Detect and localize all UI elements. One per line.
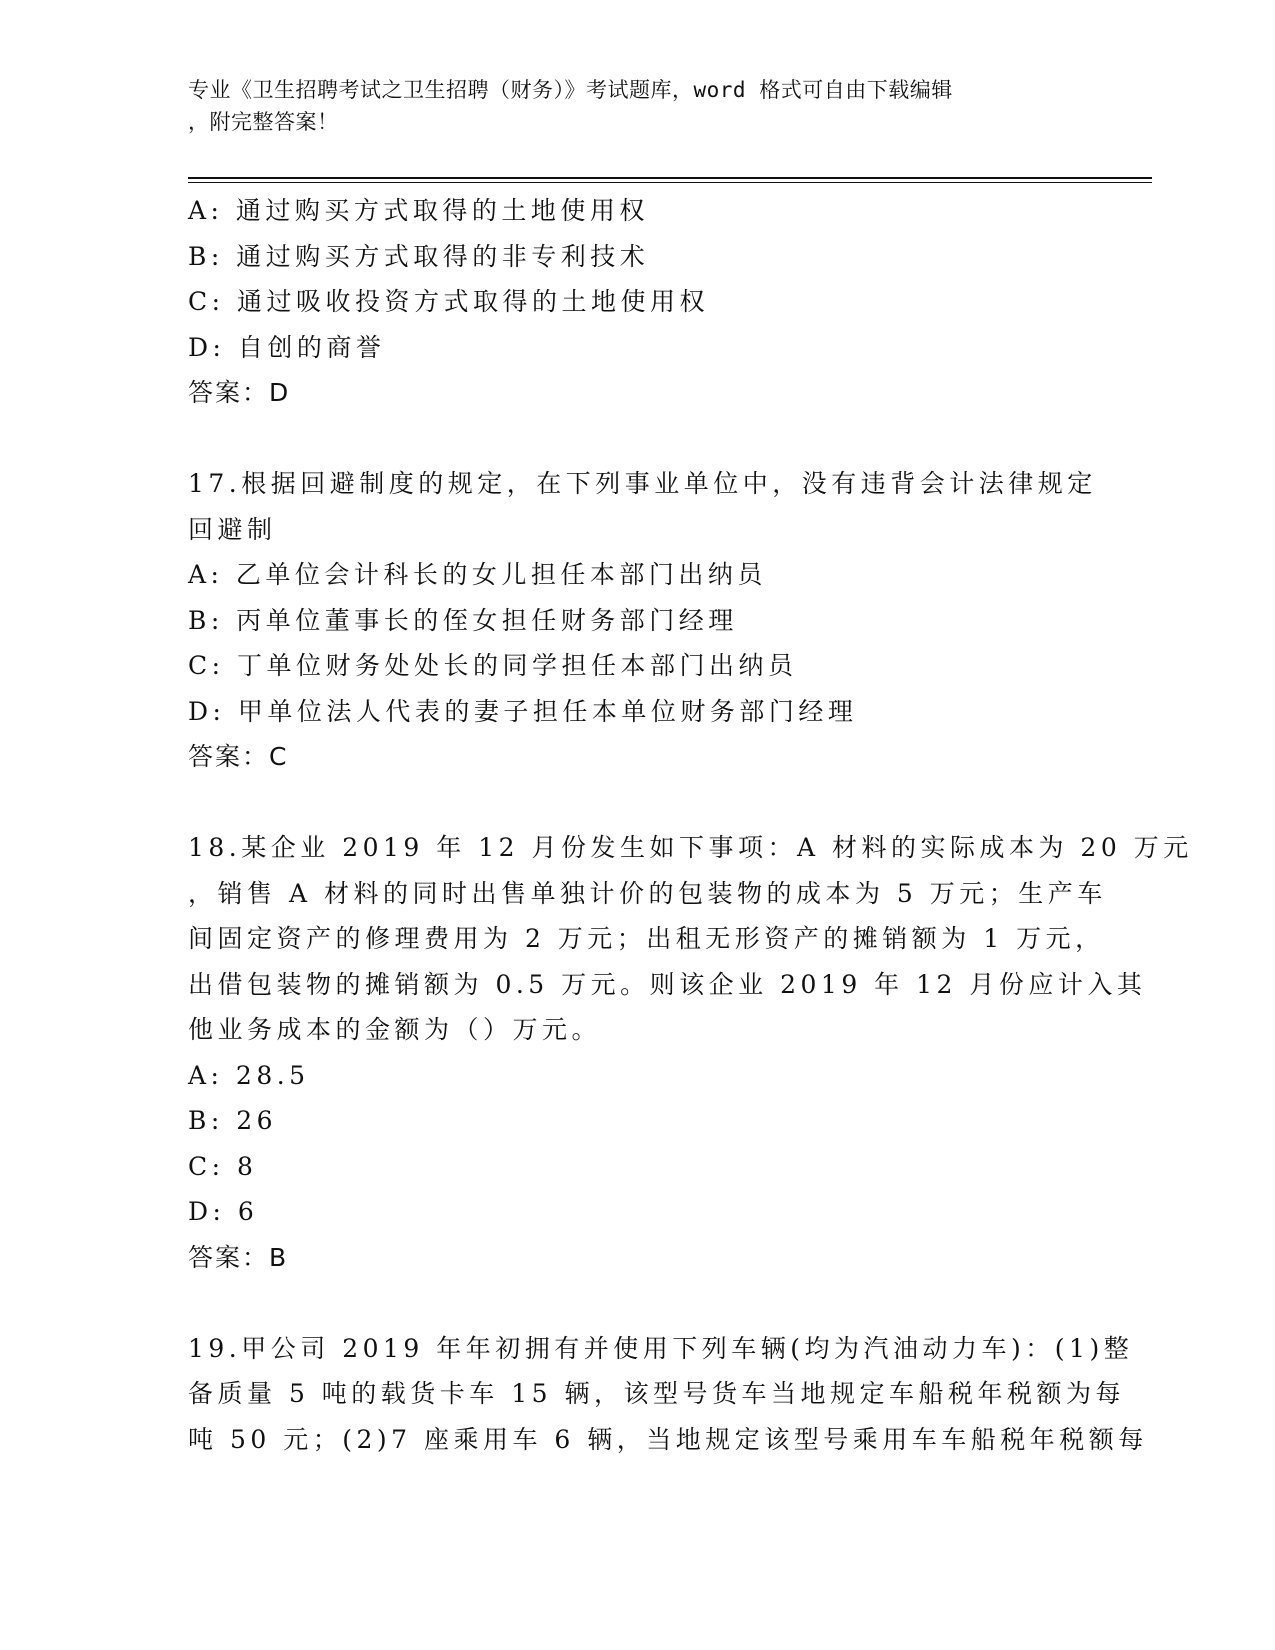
question-list bbox=[188, 188, 1193, 1462]
option-d: D: 自创的商誉 bbox=[188, 332, 386, 362]
header-rule-thin bbox=[188, 182, 1152, 183]
option-c: C: 丁单位财务处处长的同学担任本部门出纳员 bbox=[188, 651, 798, 680]
header-line-1: 专业《卫生招聘考试之卫生招聘（财务）》考试题库，word 格式可自由下载编辑 bbox=[188, 78, 953, 102]
option-a: A: 乙单位会计科长的女儿担任本部门出纳员 bbox=[188, 560, 767, 589]
stem-line: 备质量 5 吨的载货卡车 15 辆，该型号货车当地规定车船税年税额为每 bbox=[188, 1379, 1126, 1408]
header-line-2: ，附完整答案！ bbox=[188, 110, 339, 134]
stem-line: 18.某企业 2019 年 12 月份发生如下事项：A 材料的实际成本为 20 万元 bbox=[188, 833, 1193, 862]
question-16 bbox=[188, 188, 1088, 416]
stem-line: 17.根据回避制度的规定，在下列事业单位中，没有违背会计法律规定 bbox=[188, 469, 1097, 498]
option-a: A: 28.5 bbox=[188, 1060, 310, 1090]
question-gap bbox=[188, 780, 1088, 826]
option-b: B: 丙单位董事长的侄女担任财务部门经理 bbox=[188, 605, 738, 635]
stem-line: 他业务成本的金额为（）万元。 bbox=[188, 1015, 602, 1044]
option-a: A: 通过购买方式取得的土地使用权 bbox=[188, 196, 649, 225]
answer-label: 答案：D bbox=[188, 378, 291, 407]
answer-label: 答案：C bbox=[188, 742, 289, 771]
document-header bbox=[188, 74, 1068, 138]
stem-line: 回避制 bbox=[188, 514, 277, 544]
option-c: C: 通过吸收投资方式取得的土地使用权 bbox=[188, 287, 709, 316]
option-d: D: 6 bbox=[188, 1197, 259, 1226]
question-stem bbox=[188, 825, 1193, 1053]
stem-line: ，销售 A 材料的同时出售单独计价的包装物的成本为 5 万元；生产车 bbox=[188, 878, 1107, 908]
question-stem bbox=[188, 461, 1097, 552]
question-gap bbox=[188, 1280, 1088, 1326]
question-gap bbox=[188, 416, 1088, 462]
question-18 bbox=[188, 825, 1193, 1280]
question-17 bbox=[188, 461, 1097, 780]
answer-label: 答案：B bbox=[188, 1242, 289, 1272]
question-stem bbox=[188, 1326, 1148, 1463]
question-19 bbox=[188, 1326, 1148, 1463]
option-b: B: 26 bbox=[188, 1106, 278, 1135]
stem-line: 出借包装物的摊销额为 0.5 万元。则该企业 2019 年 12 月份应计入其 bbox=[188, 969, 1147, 999]
option-c: C: 8 bbox=[188, 1151, 258, 1181]
header-rule-thick bbox=[188, 177, 1152, 179]
stem-line: 吨 50 元；(2)7 座乘用车 6 辆，当地规定该型号乘用车车船税年税额每 bbox=[188, 1424, 1148, 1454]
stem-line: 19.甲公司 2019 年年初拥有并使用下列车辆(均为汽油动力车)：(1)整 bbox=[188, 1333, 1134, 1363]
option-d: D: 甲单位法人代表的妻子担任本单位财务部门经理 bbox=[188, 696, 858, 726]
option-b: B: 通过购买方式取得的非专利技术 bbox=[188, 241, 650, 271]
stem-line: 间固定资产的修理费用为 2 万元；出租无形资产的摊销额为 1 万元， bbox=[188, 924, 1105, 953]
